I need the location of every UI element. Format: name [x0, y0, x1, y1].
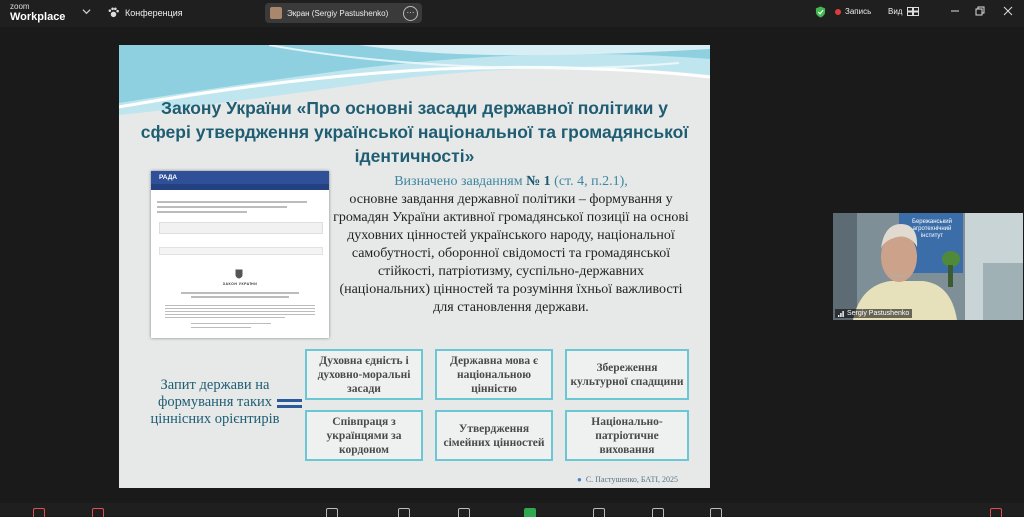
chevron-down-icon[interactable] [82, 7, 91, 16]
doc-line [165, 308, 315, 309]
view-button[interactable] [888, 7, 919, 16]
doc-line [165, 317, 285, 318]
doc-line [191, 296, 289, 298]
doc-law-heading: ЗАКОН УКРАЇНИ [222, 282, 258, 286]
doc-line [165, 311, 315, 312]
meeting-info-button[interactable] [108, 7, 183, 18]
close-icon[interactable] [1003, 6, 1013, 16]
value-box: Збереження культурної спадщини [565, 349, 689, 400]
equals-sign-icon [277, 399, 302, 411]
record-indicator[interactable] [835, 7, 871, 16]
screen-share-indicator[interactable] [265, 3, 422, 23]
para-body: основне завдання державної політики – формування у громадян України активної громадянської позиції на основі духовних цінностей українського народу, національної самобутності, оборонної свідомості та громадянської стійкості, патріотизму, суспільно-державних (національних) цінностей та розуміння їхньої важливості для становлення держави. [333, 192, 689, 315]
shared-slide [119, 45, 710, 488]
view-label: Вид [888, 7, 903, 16]
footer-bullet: ● [577, 475, 582, 484]
share-label: Экран (Sergiy Pastushenko) [287, 8, 389, 18]
institute-banner: Бережанський агротехнічний інститут [912, 219, 952, 239]
para-lead-prefix: Визначено завданням [394, 174, 527, 189]
participant-video-tile[interactable] [833, 213, 1023, 320]
top-bar [0, 0, 1024, 27]
value-box: Духовна єдність і духовно-моральні засади [305, 349, 423, 400]
doc-line [157, 211, 247, 213]
slide-title: Закону України «Про основні засади державної політики у сфері утвердження української національної та громадянської ідентичності» [140, 98, 689, 166]
record-dot-icon [835, 9, 841, 15]
avatar [270, 7, 282, 19]
record-label: Запись [845, 7, 872, 16]
doc-line [165, 305, 315, 306]
value-box: Співпраця з українцями за кордоном [305, 410, 423, 461]
doc-line [165, 314, 315, 315]
footer-text: С. Пастушенко, БАТІ, 2025 [585, 475, 679, 484]
doc-nav [151, 184, 329, 190]
doc-line [157, 206, 287, 208]
task-paragraph [331, 173, 691, 317]
brand-top: zoom [10, 2, 30, 11]
doc-info-box [159, 222, 323, 234]
doc-line [181, 292, 299, 294]
shield-check-icon[interactable] [815, 6, 826, 18]
value-box: Утвердження сімейних цінностей [435, 410, 553, 461]
more-options-button[interactable]: ··· [403, 6, 418, 21]
value-box: Національно-патріотичне виховання [565, 410, 689, 461]
para-lead-number: № 1 [526, 174, 551, 189]
law-document-screenshot [151, 171, 329, 338]
para-lead [394, 174, 628, 189]
minimize-icon[interactable] [950, 6, 960, 16]
request-text: Запит держави на формування таких ціннісних орієнтирів [150, 377, 280, 427]
grid-view-icon [907, 7, 919, 16]
brand-bottom: Workplace [10, 11, 66, 23]
trident-emblem-icon [235, 269, 243, 279]
meeting-toolbar [0, 503, 1024, 516]
doc-toolbar [159, 247, 323, 255]
doc-header [151, 171, 329, 184]
restore-icon[interactable] [975, 6, 985, 16]
doc-line [191, 327, 251, 328]
meeting-label: Конференция [125, 7, 183, 18]
value-box: Державна мова є національною цінністю [435, 349, 553, 400]
signal-bars-icon [838, 311, 844, 317]
doc-line [191, 323, 271, 324]
paw-icon [108, 7, 119, 18]
participant-nameplate [835, 309, 912, 318]
doc-line [157, 201, 307, 203]
participant-name: Sergiy Pastushenko [847, 310, 910, 317]
doc-logo: РАДА [159, 174, 178, 181]
zoom-logo [10, 2, 65, 22]
para-lead-suffix: (ст. 4, п.2.1), [550, 174, 628, 189]
slide-footer [577, 475, 678, 484]
